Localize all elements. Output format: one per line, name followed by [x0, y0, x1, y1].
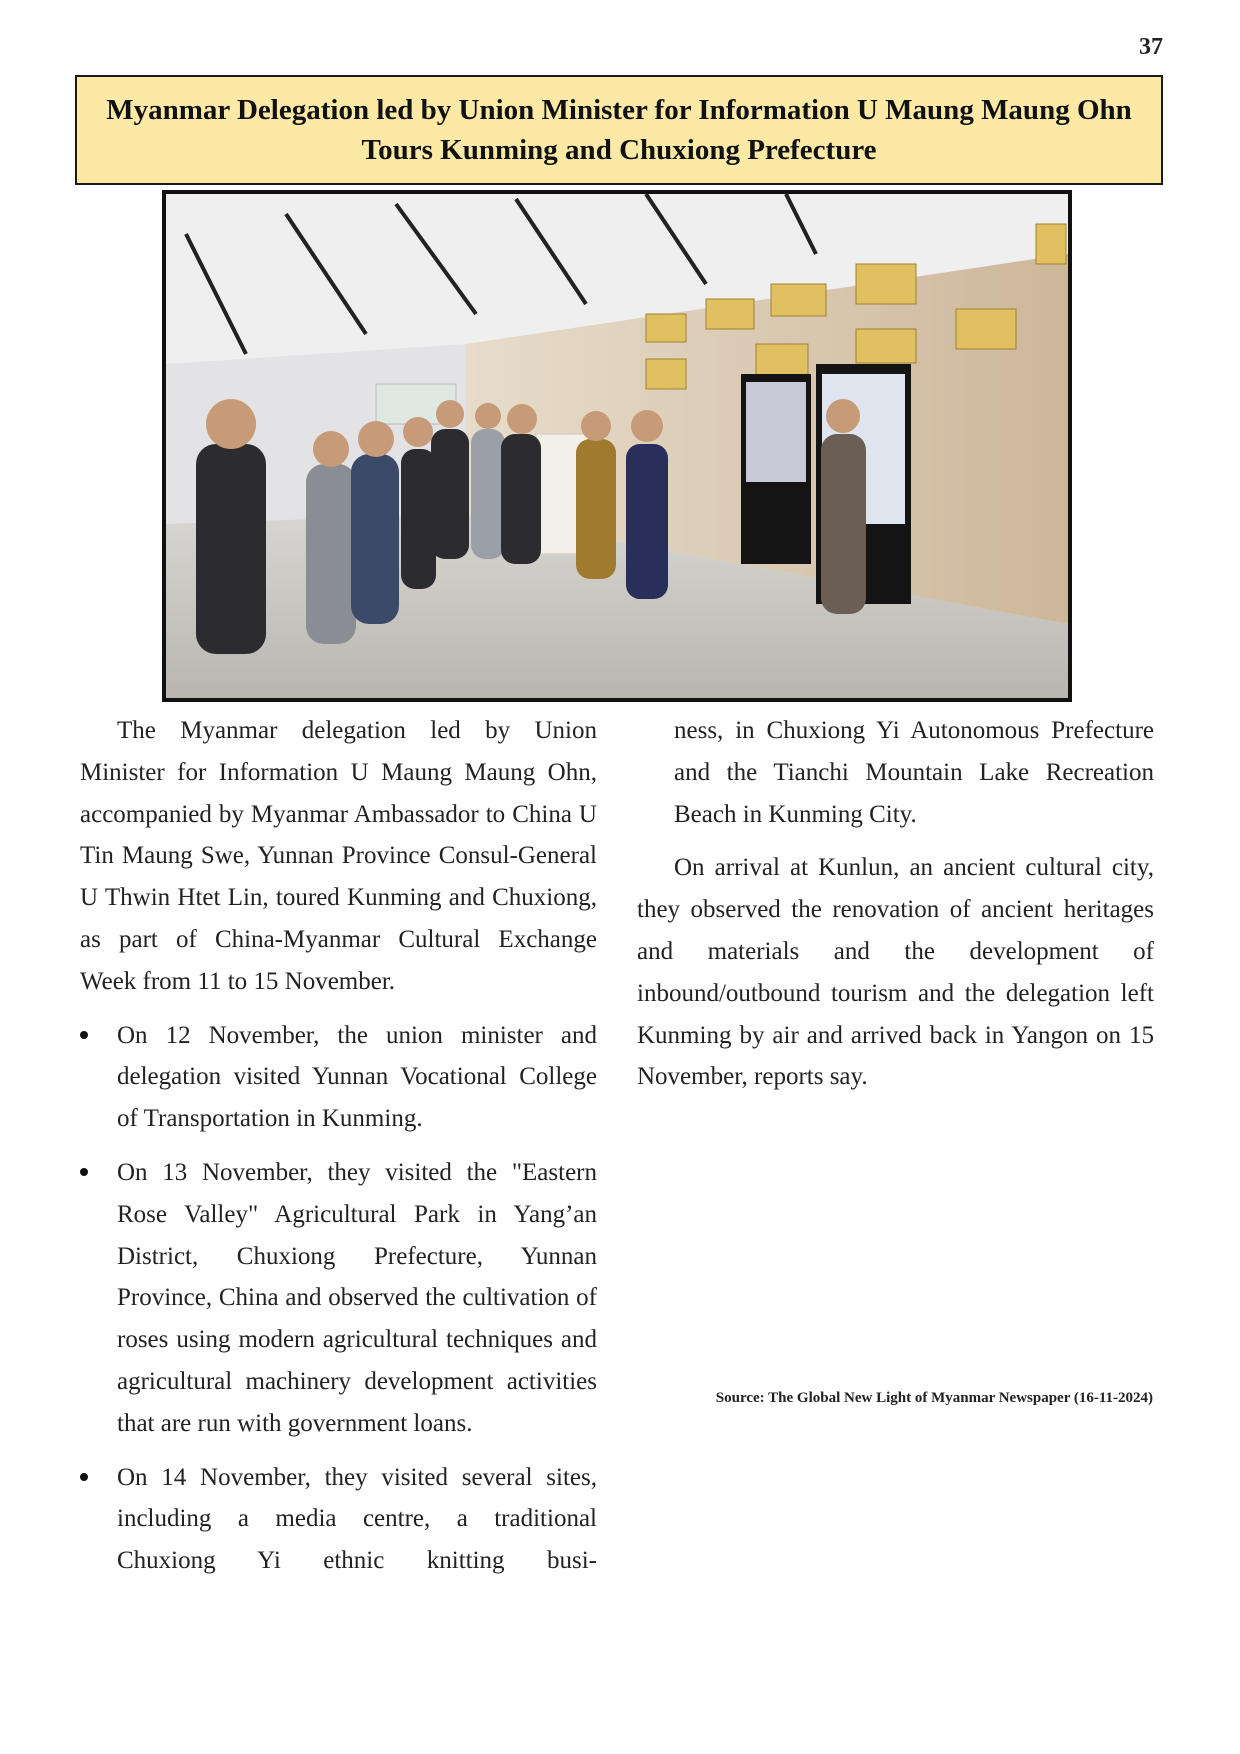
article-photo — [162, 190, 1072, 702]
list-item-text: On 14 November, they visited several sites, including a media centre, a traditional Chuxiong Yi ethnic knitting busi- — [117, 1463, 597, 1575]
bullet-icon — [80, 1168, 88, 1176]
list-item — [80, 1457, 597, 1582]
intro-paragraph: The Myanmar delegation led by Union Minister for Information U Maung Maung Ohn, accompanied by Myanmar Ambassador to China U Tin Maung Swe, Yunnan Province Consul-General U Thwin Htet Lin, toured Kunming and Chuxiong, as part of China-Myanmar Cultural Exchange Week from 11 to 15 November. — [80, 717, 597, 995]
delegation-photo-illustration — [166, 194, 1068, 698]
list-item-text: On 13 November, they visited the "Eastern Rose Valley" Agricultural Park in Yang’an District, Chuxiong Prefecture, Yunnan Province, China and observed the cultivation of roses using modern agricultural techniques and agricultural machinery development activities that are run with government loans. — [117, 1158, 597, 1437]
list-item — [80, 1015, 597, 1140]
bullet-icon — [80, 1473, 88, 1481]
source-credit: Source: The Global New Light of Myanmar Newspaper (16-11-2024) — [715, 1390, 1153, 1406]
page-number: 37 — [1139, 34, 1163, 60]
closing-paragraph: On arrival at Kunlun, an ancient cultural city, they observed the renovation of ancient heritages and materials and the development of inbound/outbound tourism and the delegation left Kunming by air and arrived back in Yangon on 15 November, reports say. — [637, 854, 1154, 1091]
list-item-continuation: ness, in Chuxiong Yi Autonomous Prefecture and the Tianchi Mountain Lake Recreation Beach in Kunming City. — [674, 717, 1154, 828]
title-box — [75, 75, 1163, 185]
article-title: Myanmar Delegation led by Union Minister for Information U Maung Maung Ohn Tours Kunming and Chuxiong Prefecture — [106, 94, 1132, 166]
right-column — [637, 710, 1154, 1098]
list-item — [80, 1152, 597, 1445]
visit-list — [80, 1015, 597, 1582]
bullet-icon — [80, 1031, 88, 1039]
left-column — [80, 710, 597, 1594]
list-item-text: On 12 November, the union minister and delegation visited Yunnan Vocational College of Transportation in Kunming. — [117, 1021, 597, 1133]
